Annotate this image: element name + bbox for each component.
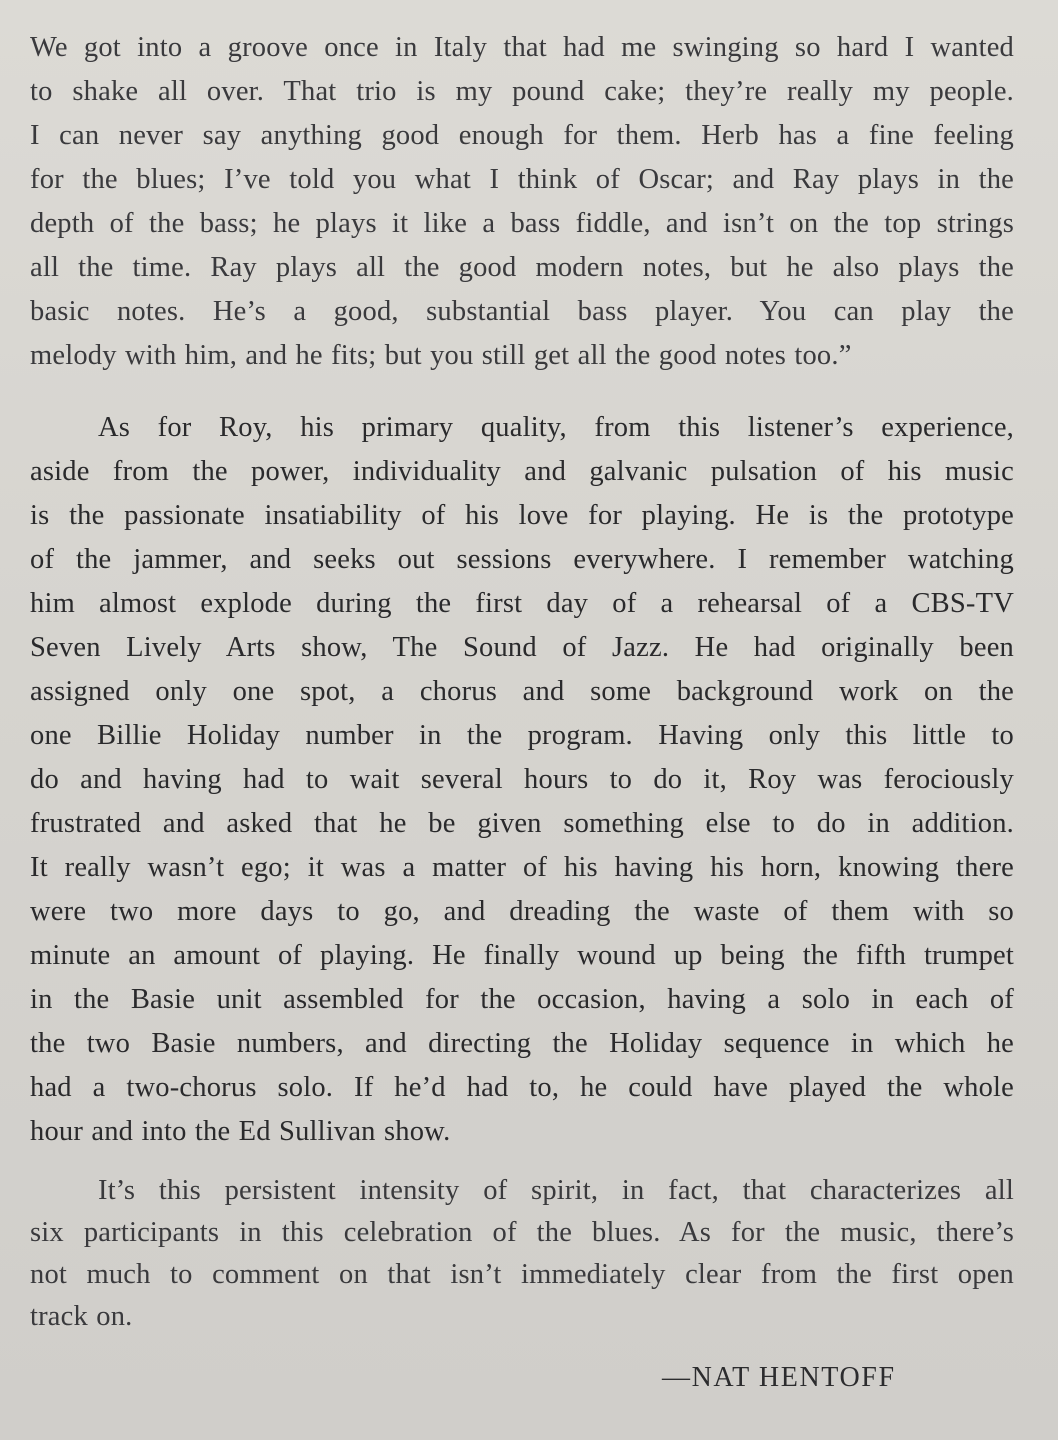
text-line: were two more days to go, and dreading the waste of them with so [30, 896, 1014, 927]
text-line: one Billie Holiday number in the program. Having only this little to [30, 720, 1014, 751]
liner-notes-page [30, 26, 1016, 1416]
text-line: It really wasn’t ego; it was a matter of his having his horn, knowing there [30, 852, 1014, 883]
text-line: hour and into the Ed Sullivan show. [30, 1116, 451, 1147]
text-line: minute an amount of playing. He finally wound up being the fifth trumpet [30, 940, 1014, 971]
text-line: in the Basie unit assembled for the occasion, having a solo in each of [30, 984, 1014, 1015]
text-line: is the passionate insatiability of his love for playing. He is the prototype [30, 500, 1014, 531]
paragraph-closing [30, 1170, 1014, 1338]
paragraph-about-roy [30, 406, 1014, 1154]
text-line: melody with him, and he fits; but you still get all the good notes too.” [30, 340, 852, 371]
text-line: do and having had to wait several hours to do it, Roy was ferociously [30, 764, 1014, 795]
text-line: for the blues; I’ve told you what I think of Oscar; and Ray plays in the [30, 164, 1014, 195]
text-line: As for Roy, his primary quality, from this listener’s experience, [98, 412, 1014, 443]
text-line: the two Basie numbers, and directing the Holiday sequence in which he [30, 1028, 1014, 1059]
text-line: of the jammer, and seeks out sessions everywhere. I remember watching [30, 544, 1014, 575]
text-line: Seven Lively Arts show, The Sound of Jazz. He had originally been [30, 632, 1014, 663]
text-line: all the time. Ray plays all the good modern notes, but he also plays the [30, 252, 1014, 283]
text-line: frustrated and asked that he be given something else to do in addition. [30, 808, 1014, 839]
text-line: It’s this persistent intensity of spirit, in fact, that characterizes all [98, 1175, 1014, 1206]
text-line: assigned only one spot, a chorus and some background work on the [30, 676, 1014, 707]
text-line: I can never say anything good enough for them. Herb has a fine feeling [30, 120, 1014, 151]
text-line: We got into a groove once in Italy that had me swinging so hard I wanted [30, 32, 1014, 63]
text-line: to shake all over. That trio is my pound cake; they’re really my people. [30, 76, 1014, 107]
text-line: track on. [30, 1301, 133, 1332]
text-line: him almost explode during the first day of a rehearsal of a CBS-TV [30, 588, 1014, 619]
text-line: aside from the power, individuality and galvanic pulsation of his music [30, 456, 1014, 487]
text-line: six participants in this celebration of the blues. As for the music, there’s [30, 1217, 1014, 1248]
text-line: had a two-chorus solo. If he’d had to, he could have played the whole [30, 1072, 1014, 1103]
paragraph-quote-continuation [30, 26, 1014, 378]
text-line: depth of the bass; he plays it like a bass fiddle, and isn’t on the top strings [30, 208, 1014, 239]
text-line: not much to comment on that isn’t immediately clear from the first open [30, 1259, 1014, 1290]
text-line: basic notes. He’s a good, substantial bass player. You can play the [30, 296, 1014, 327]
author-signature: —NAT HENTOFF [662, 1362, 896, 1393]
